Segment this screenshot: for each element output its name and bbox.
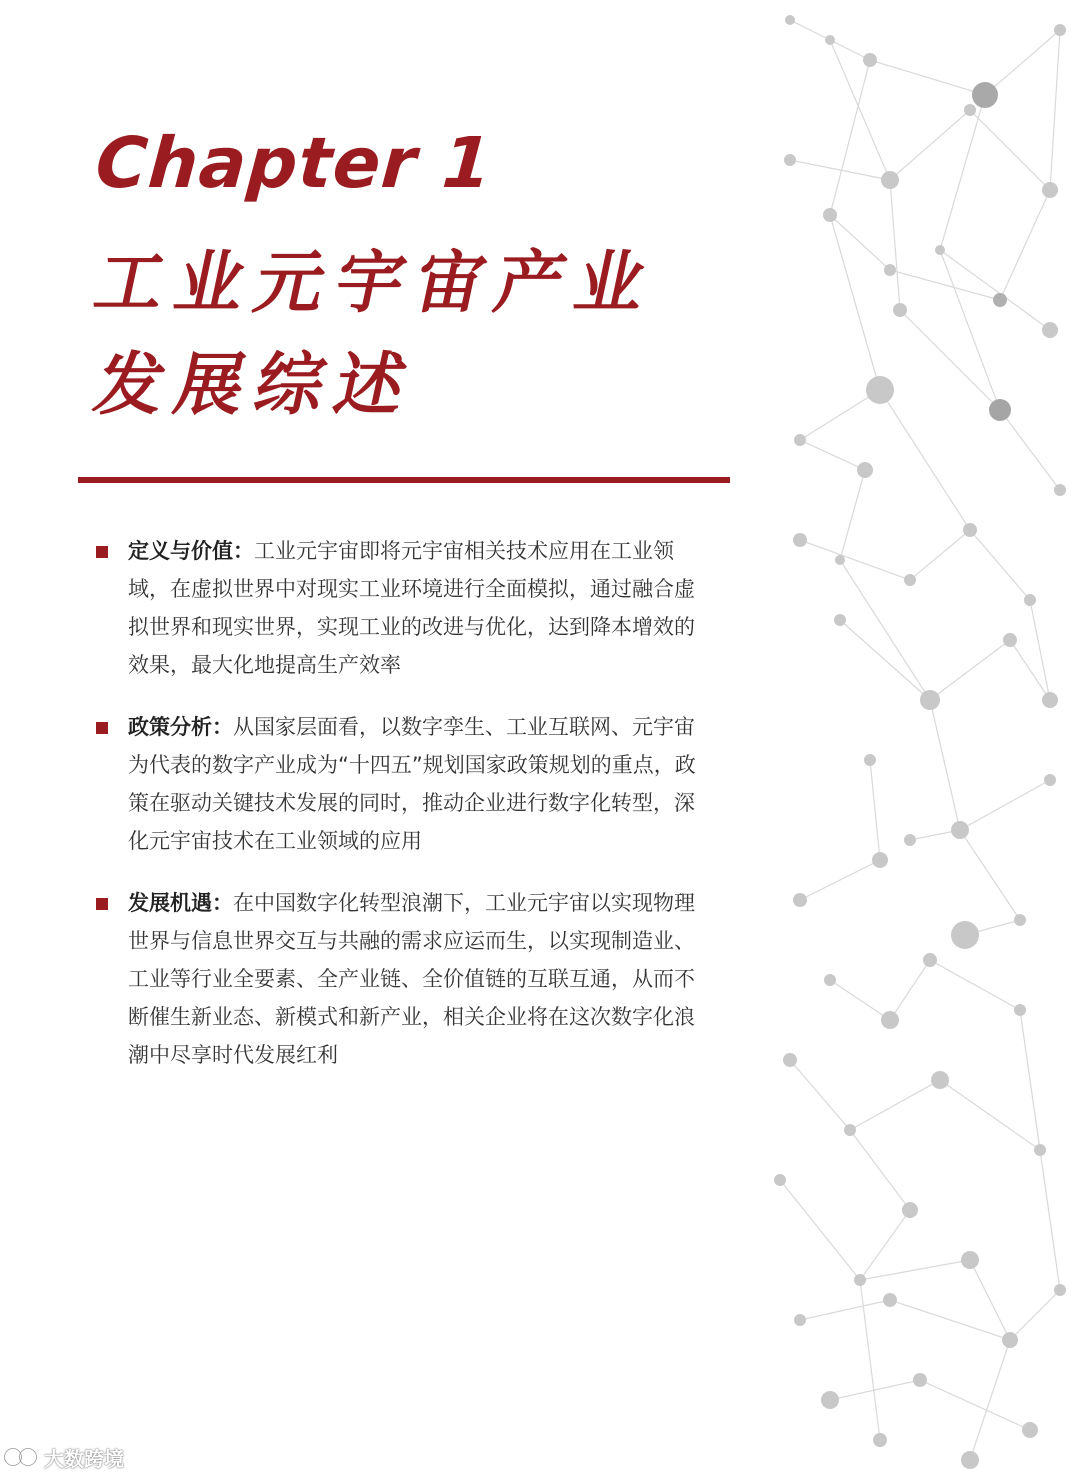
chapter-title-line-1: 工业元宇宙产业 bbox=[87, 244, 665, 323]
chapter-title-line-2: 发展综述 bbox=[87, 346, 425, 425]
title-divider bbox=[78, 477, 730, 483]
bullet-body: 从国家层面看，以数字孪生、工业互联网、元宇宙为代表的数字产业成为“十四五”规划国家政策规划的重点，政策在驱动关键技术发展的同时，推动企业进行数字化转型，深化元宇宙技术在工业领域的应用 bbox=[128, 715, 696, 853]
bullet-development-opportunity bbox=[96, 884, 706, 1074]
watermark-text: 大数跨境 bbox=[44, 1446, 124, 1471]
bullet-square-icon bbox=[96, 722, 108, 734]
chapter-label: Chapter 1 bbox=[93, 122, 495, 204]
bullet-label: 定义与价值： bbox=[128, 539, 254, 563]
network-background-graphic bbox=[770, 0, 1080, 1480]
bullet-label: 政策分析： bbox=[128, 715, 233, 739]
bullet-label: 发展机遇： bbox=[128, 891, 233, 915]
bullet-square-icon bbox=[96, 898, 108, 910]
bullet-square-icon bbox=[96, 546, 108, 558]
watermark-logo-icon bbox=[4, 1442, 38, 1472]
watermark bbox=[4, 1440, 124, 1474]
bullet-body: 工业元宇宙即将元宇宙相关技术应用在工业领域，在虚拟世界中对现实工业环境进行全面模拟，通过融合虚拟世界和现实世界，实现工业的改进与优化，达到降本增效的效果，最大化地提高生产效率 bbox=[128, 539, 695, 677]
bullet-list bbox=[96, 532, 706, 1098]
bullet-policy-analysis bbox=[96, 708, 706, 860]
bullet-definition-value bbox=[96, 532, 706, 684]
bullet-body: 在中国数字化转型浪潮下，工业元宇宙以实现物理世界与信息世界交互与共融的需求应运而生，以实现制造业、工业等行业全要素、全产业链、全价值链的互联互通，从而不断催生新业态、新模式和新产业，相关企业将在这次数字化浪潮中尽享时代发展红利 bbox=[128, 891, 695, 1067]
